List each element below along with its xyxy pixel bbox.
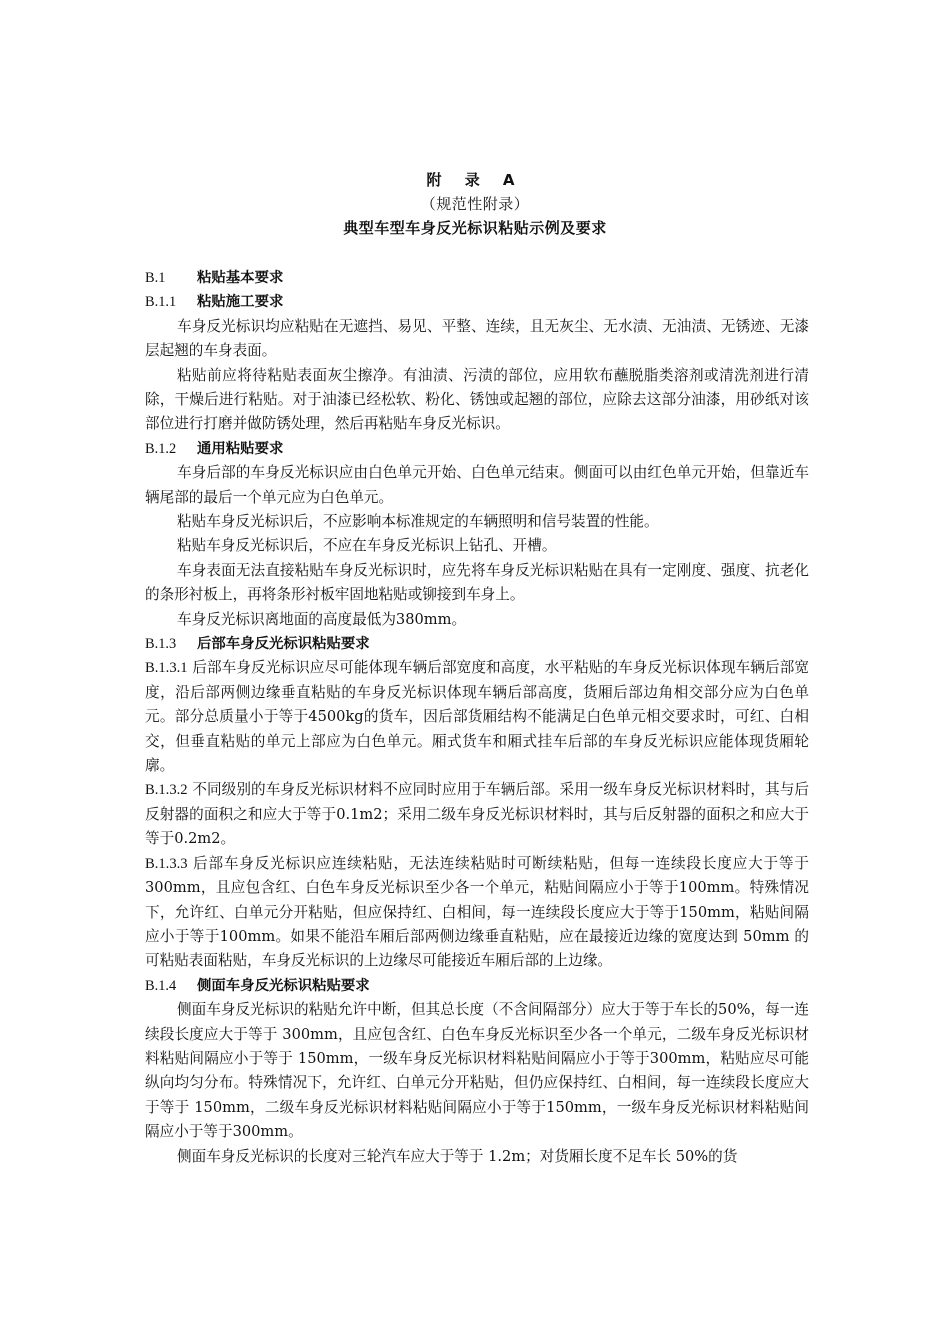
paragraph: 侧面车身反光标识的长度对三轮汽车应大于等于 1.2m；对货厢长度不足车长 50%的货: [177, 1147, 738, 1165]
paragraph: 粘贴前应将待粘贴表面灰尘擦净。有油渍、污渍的部位，应用软布蘸脱脂类溶剂或清洗剂进行清除，干燥后进行粘贴。对于油漆已经松软、粉化、锈蚀或起翘的部位，应除去这部分油漆，用砂纸对该部位进行打磨并做防锈处理，然后再粘贴车身反光标识。: [145, 366, 809, 433]
section-number: B.1.1: [145, 294, 177, 311]
clause-text: 后部车身反光标识应尽可能体现车辆后部宽度和高度，水平粘贴的车身反光标识体现车辆后部宽度，沿后部两侧边缘垂直粘贴的车身反光标识体现车辆后部高度，货厢后部边角相交部分应为白色单元。部分总质量小于等于4500kg的货车，因后部货厢结构不能满足白色单元相交要求时，可红、白相交，但垂直粘贴的单元上部应为白色单元。厢式货车和厢式挂车后部的车身反光标识应能体现货厢轮廓。: [145, 659, 809, 775]
appendix-title: 附 录 A: [426, 171, 524, 189]
section-heading-b11: [145, 290, 809, 314]
section-number: B.1.3: [145, 636, 177, 653]
section-title: 通用粘贴要求: [197, 440, 284, 457]
paragraph: 车身反光标识离地面的高度最低为380mm。: [177, 610, 467, 628]
paragraph: 侧面车身反光标识的粘贴允许中断，但其总长度（不含间隔部分）应大于等于车长的50%，每一连续段长度应大于等于 300mm，且应包含红、白色车身反光标识至少各一个单元，二级车身反光标识材料粘贴间隔应小于等于 150mm，一级车身反光标识材料粘贴间隔应小于等于300mm，粘贴应尽可能纵向均匀分布。特殊情况下，允许红、白单元分开粘贴，但仍应保持红、白相间，每一连续段长度应大于等于 150mm，二级车身反光标识材料粘贴间隔应小于等于150mm，一级车身反光标识材料粘贴间隔应小于等于300mm。: [145, 1001, 809, 1141]
section-number: B.1.2: [145, 440, 177, 457]
appendix-subtitle: （规范性附录）: [420, 195, 530, 213]
clause-text: 后部车身反光标识应连续粘贴，无法连续粘贴时可断续粘贴，但每一连续段长度应大于等于 300mm，且应包含红、白色车身反光标识至少各一个单元，粘贴间隔应小于等于100mm。特殊情况下，允许红、白单元分开粘贴，但应保持红、白相间，每一连续段长度应大于等于150mm，粘贴间隔应小于等于100mm。如果不能沿车厢后部两侧边缘垂直粘贴，应在最接近边缘的宽度达到 50mm 的可粘贴表面粘贴，车身反光标识的上边缘尽可能接近车厢后部的上边缘。: [145, 854, 809, 970]
section-title: 侧面车身反光标识粘贴要求: [197, 977, 370, 994]
appendix-heading: 典型车型车身反光标识粘贴示例及要求: [343, 219, 607, 237]
section-title: 后部车身反光标识粘贴要求: [197, 636, 370, 653]
paragraph: 车身反光标识均应粘贴在无遮挡、易见、平整、连续，且无灰尘、无水渍、无油渍、无锈迹、无漆层起翘的车身表面。: [145, 317, 809, 360]
document-body: [145, 266, 809, 1169]
paragraph: 车身后部的车身反光标识应由白色单元开始、白色单元结束。侧面可以由红色单元开始，但靠近车辆尾部的最后一个单元应为白色单元。: [145, 464, 809, 506]
section-title: 粘贴施工要求: [197, 294, 284, 311]
paragraph: 粘贴车身反光标识后，不应在车身反光标识上钻孔、开槽。: [177, 537, 557, 555]
section-number: B.1.4: [145, 977, 177, 994]
clause-text: 不同级别的车身反光标识材料不应同时应用于车辆后部。采用一级车身反光标识材料时，其与后反射器的面积之和应大于等于0.1m2；采用二级车身反光标识材料时，其与后反射器的面积之和应大于等于0.2m2。: [145, 781, 809, 848]
clause-b133: [145, 852, 809, 974]
paragraph: 粘贴车身反光标识后，不应影响本标准规定的车辆照明和信号装置的性能。: [177, 513, 659, 531]
section-number: B.1: [145, 270, 166, 286]
clause-b131: [145, 656, 809, 778]
section-heading-b12: [145, 437, 809, 461]
clause-b132: [145, 778, 809, 851]
clause-number: B.1.3.2: [145, 782, 188, 799]
clause-number: B.1.3.3: [145, 855, 188, 872]
paragraph: 车身表面无法直接粘贴车身反光标识时，应先将车身反光标识粘贴在具有一定刚度、强度、抗老化的条形衬板上，再将条形衬板牢固地粘贴或铆接到车身上。: [145, 561, 809, 604]
section-title: 粘贴基本要求: [197, 270, 284, 286]
section-heading-b14: [145, 974, 809, 998]
section-heading-b1: [145, 266, 809, 290]
section-heading-b13: [145, 632, 809, 656]
clause-number: B.1.3.1: [145, 660, 188, 677]
appendix-title-block: [0, 168, 950, 240]
